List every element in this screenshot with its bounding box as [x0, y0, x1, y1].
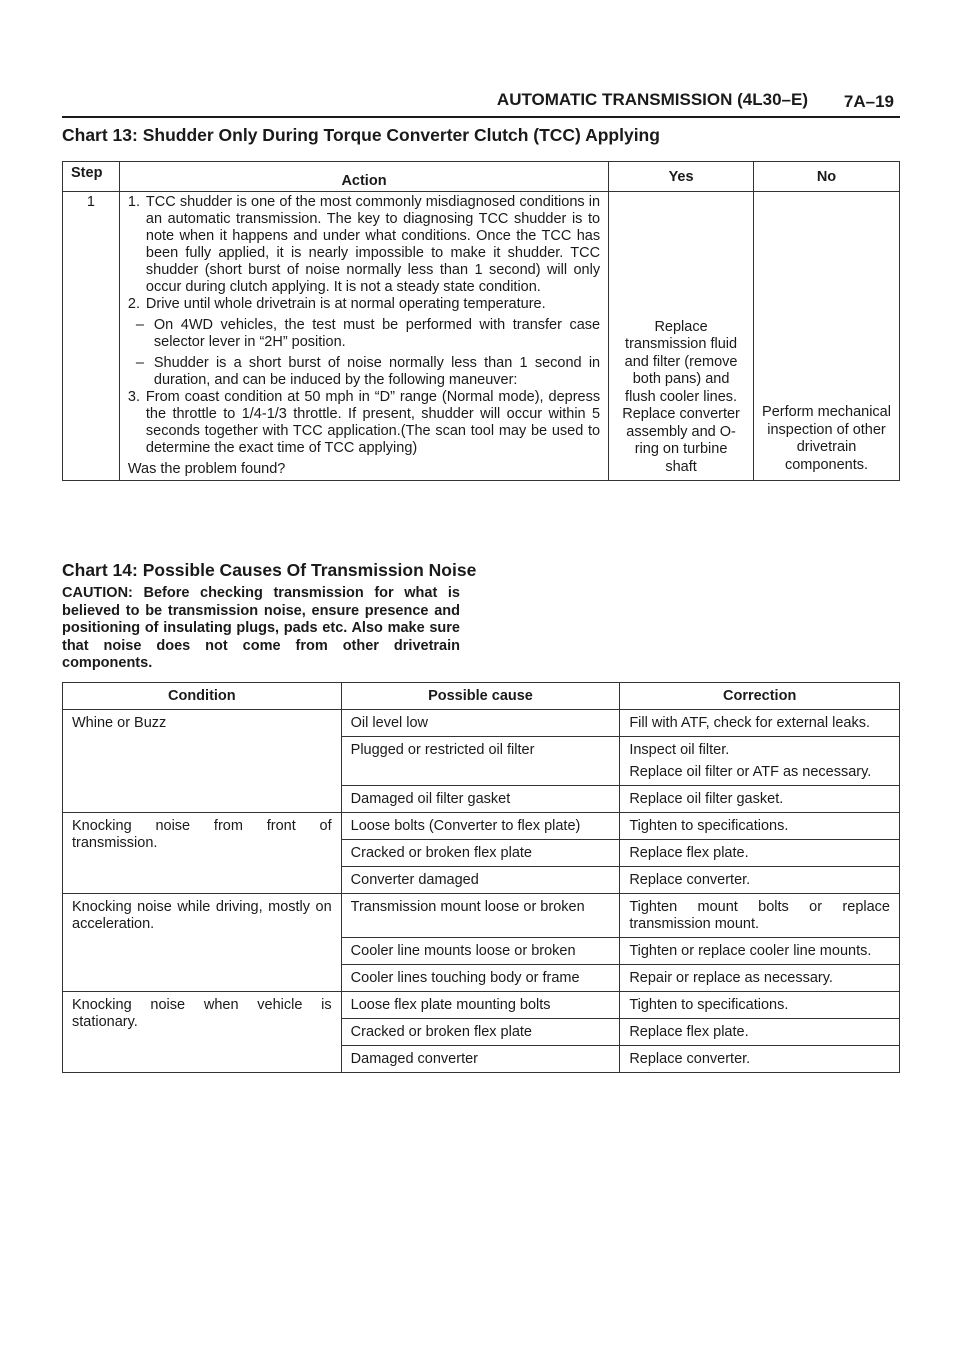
col-correction: Correction — [620, 683, 900, 710]
correction-cell: Replace converter. — [620, 1046, 900, 1073]
table-row — [63, 992, 900, 1019]
table-row — [63, 894, 900, 938]
page-number: 7A–19 — [843, 92, 894, 111]
subitem-text: Shudder is a short burst of noise normally less than 1 second in duration, and can be induced by the following maneuver: — [153, 355, 601, 388]
table-row — [63, 710, 900, 737]
condition-cell: Knocking noise when vehicle is stationary. — [63, 992, 342, 1073]
cause-cell: Damaged oil filter gasket — [341, 786, 620, 813]
action-subitem-2 — [136, 355, 600, 389]
cause-cell: Cracked or broken flex plate — [341, 840, 620, 867]
chart14-title: Chart 14: Possible Causes Of Transmission Noise — [62, 560, 477, 580]
item-text: TCC shudder is one of the most commonly misdiagnosed conditions in an automatic transmission. The key to diagnosing TCC shudder is to note when it happens and under what conditions. Once the TCC has been fully applied, it is nearly impossible to make it shudder. TCC shudder (short burst of noise normally less than 1 second) will only occur during clutch applying. It is not a steady state condition. — [145, 194, 601, 295]
action-item-1 — [128, 194, 600, 296]
correction-line: Replace oil filter or ATF as necessary. — [629, 764, 872, 780]
item-text: From coast condition at 50 mph in “D” range (Normal mode), depress the throttle to 1/4-1/3 throttle. If present, shudder will occur within 5 seconds together with TCC application.(The scan tool may be used to determine the exact time of TCC applying) — [145, 389, 601, 456]
col-yes: Yes — [609, 162, 754, 192]
correction-line: Inspect oil filter. — [629, 742, 730, 758]
question: Was the problem found? — [127, 461, 286, 477]
cause-cell: Oil level low — [341, 710, 620, 737]
correction-cell: Fill with ATF, check for external leaks. — [620, 710, 900, 737]
header-title: AUTOMATIC TRANSMISSION (4L30–E) — [496, 90, 808, 109]
cause-cell: Loose bolts (Converter to flex plate) — [341, 813, 620, 840]
page-header — [62, 86, 900, 118]
step-number: 1 — [63, 192, 120, 481]
chart13-title: Chart 13: Shudder Only During Torque Converter Clutch (TCC) Applying — [62, 125, 660, 145]
chart14-table — [62, 682, 900, 1073]
action-cell — [119, 192, 608, 481]
col-step: Step — [63, 162, 120, 192]
item-number: 1. — [127, 194, 140, 210]
correction-cell — [620, 737, 900, 786]
col-no: No — [754, 162, 900, 192]
chart13-header-row — [63, 162, 900, 192]
item-text: Drive until whole drivetrain is at normal operating temperature. — [145, 296, 546, 312]
chart13-step-row — [63, 192, 900, 481]
cause-cell: Converter damaged — [341, 867, 620, 894]
col-possible-cause: Possible cause — [341, 683, 620, 710]
dash-bullet: – — [135, 317, 144, 333]
correction-cell: Repair or replace as necessary. — [620, 965, 900, 992]
correction-cell: Replace flex plate. — [620, 840, 900, 867]
subitem-text: On 4WD vehicles, the test must be performed with transfer case selector lever in “2H” position. — [153, 317, 601, 350]
cause-cell: Cooler lines touching body or frame — [341, 965, 620, 992]
col-action: Action — [119, 162, 608, 192]
chart13-table — [62, 161, 900, 481]
col-condition: Condition — [63, 683, 342, 710]
cause-cell: Cracked or broken flex plate — [341, 1019, 620, 1046]
action-subitem-1 — [136, 317, 600, 351]
item-number: 2. — [127, 296, 140, 312]
condition-cell: Knocking noise while driving, mostly on acceleration. — [63, 894, 342, 992]
correction-cell: Tighten mount bolts or replace transmission mount. — [620, 894, 900, 938]
cause-cell: Loose flex plate mounting bolts — [341, 992, 620, 1019]
yes-cell: Replace transmission fluid and filter (remove both pans) and flush cooler lines. Replace converter assembly and O-ring on turbine shaft — [609, 192, 754, 481]
chart14-header-row — [63, 683, 900, 710]
correction-cell: Replace flex plate. — [620, 1019, 900, 1046]
action-item-2 — [128, 296, 600, 313]
item-number: 3. — [127, 389, 140, 405]
action-item-3 — [128, 389, 600, 457]
caution-text: CAUTION: Before checking transmission for what is believed to be transmission noise, ensure presence and positioning of insulating plugs, pads etc. Also make sure that noise does not come from other drivetrain components. — [62, 585, 460, 671]
table-row — [63, 813, 900, 840]
correction-cell: Replace converter. — [620, 867, 900, 894]
correction-cell: Replace oil filter gasket. — [620, 786, 900, 813]
dash-bullet: – — [135, 355, 144, 371]
condition-cell: Whine or Buzz — [63, 710, 342, 813]
cause-cell: Damaged converter — [341, 1046, 620, 1073]
correction-cell: Tighten to specifications. — [620, 992, 900, 1019]
cause-cell: Cooler line mounts loose or broken — [341, 938, 620, 965]
correction-cell: Tighten to specifications. — [620, 813, 900, 840]
condition-cell: Knocking noise from front of transmission. — [63, 813, 342, 894]
correction-cell: Tighten or replace cooler line mounts. — [620, 938, 900, 965]
cause-cell: Transmission mount loose or broken — [341, 894, 620, 938]
cause-cell: Plugged or restricted oil filter — [341, 737, 620, 786]
no-cell: Perform mechanical inspection of other drivetrain components. — [754, 192, 900, 481]
